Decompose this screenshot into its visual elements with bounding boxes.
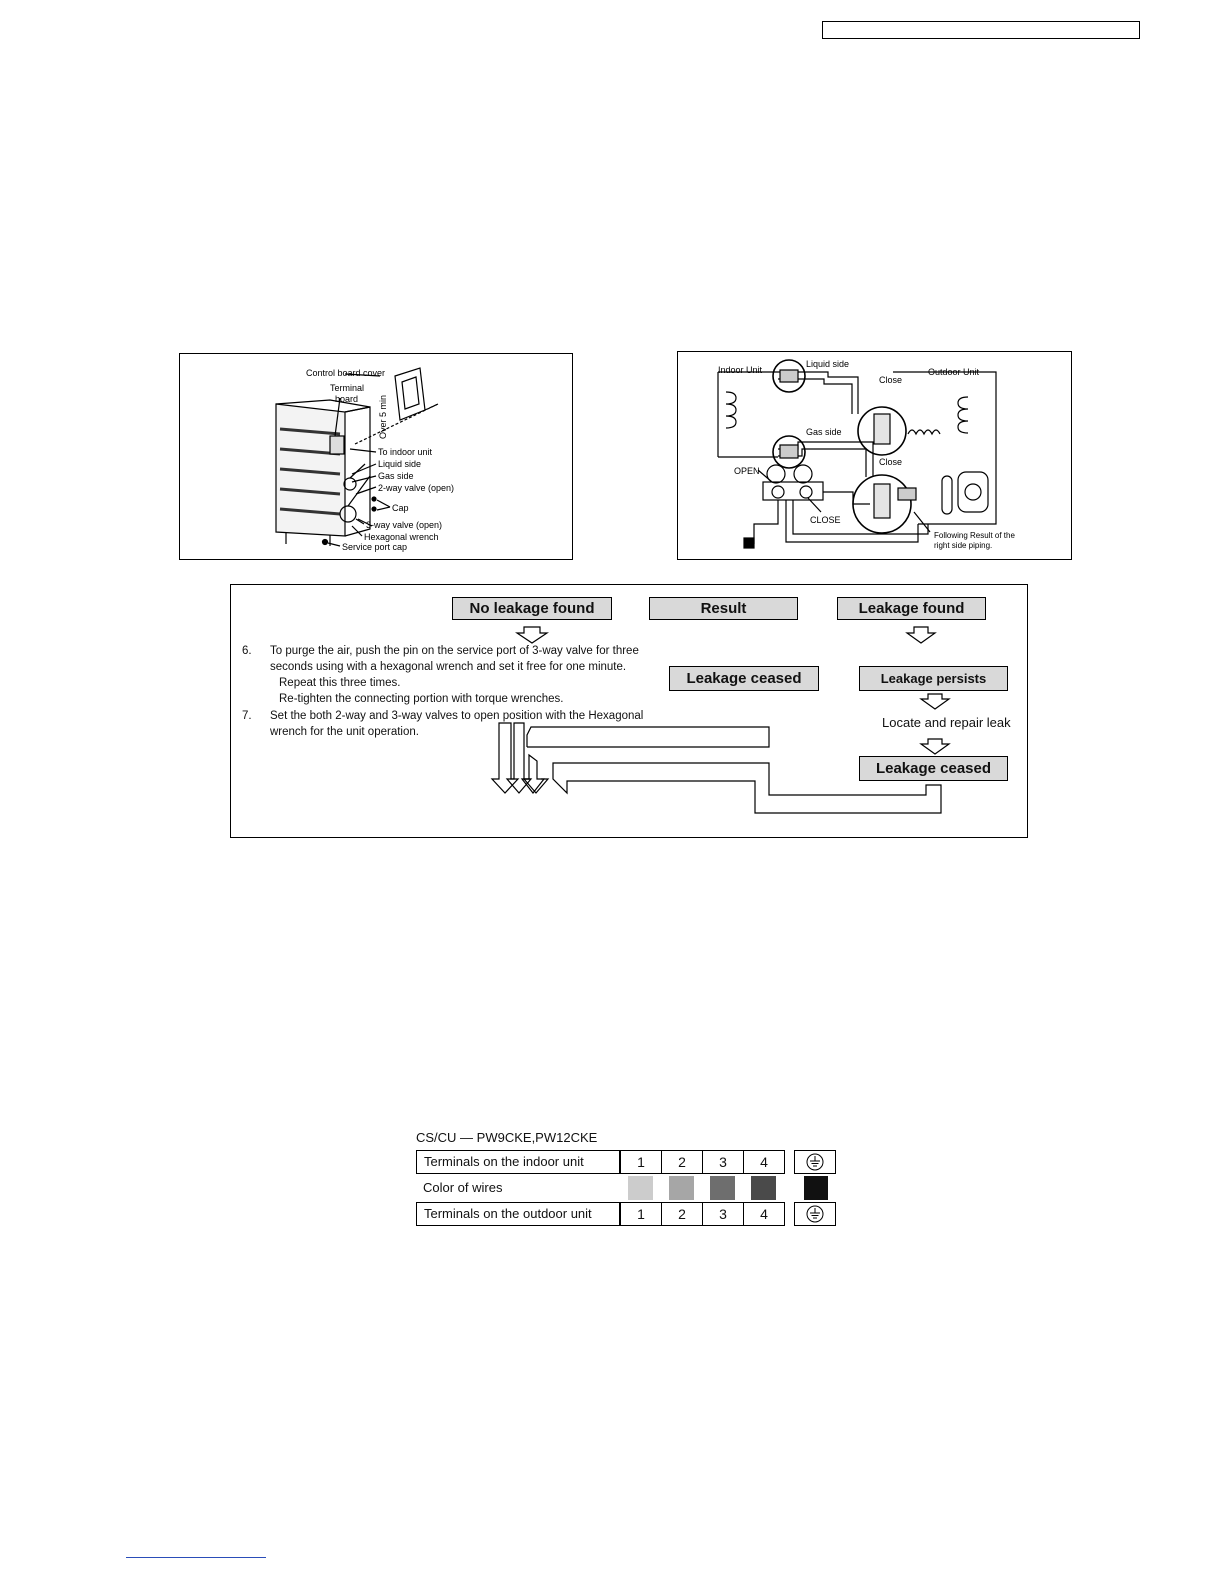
leak-test-flowchart — [230, 584, 1028, 838]
label-over-5-min: Over 5 min — [378, 394, 388, 439]
label-service-port-cap: Service port cap — [342, 542, 408, 552]
arrow-down-no-leak-icon — [517, 627, 547, 643]
label-hexagonal-wrench: Hexagonal wrench — [364, 532, 439, 542]
figure-outdoor-unit-valves — [179, 353, 573, 560]
label-open: OPEN — [734, 466, 760, 476]
outdoor-terminal-2: 2 — [661, 1202, 703, 1226]
label-close-gauge: CLOSE — [810, 515, 841, 525]
label-3-way-valve: 3-way valve (open) — [366, 520, 443, 530]
row-outdoor-terminals — [416, 1202, 836, 1226]
header-box — [822, 21, 1140, 39]
outdoor-unit-drawing — [180, 354, 572, 559]
wire-color-1 — [628, 1176, 653, 1200]
tag-leakage-ceased-left: Leakage ceased — [669, 666, 819, 691]
label-gas-side: Gas side — [378, 471, 414, 481]
outdoor-terminal-3: 3 — [702, 1202, 744, 1226]
label-indoor-terminals: Terminals on the indoor unit — [416, 1150, 620, 1174]
label-close-bottom: Close — [879, 457, 903, 467]
row-wire-colors — [416, 1176, 836, 1200]
outdoor-terminal-4: 4 — [743, 1202, 785, 1226]
label-to-indoor-unit: To indoor unit — [378, 447, 433, 457]
tag-result: Result — [649, 597, 798, 620]
label-wire-colors: Color of wires — [423, 1180, 503, 1195]
step-7-line-1: Set the both 2-way and 3-way valves to open position with the Hexagonal — [270, 710, 644, 722]
indoor-terminal-3: 3 — [702, 1150, 744, 1174]
wire-color-3 — [710, 1176, 735, 1200]
indoor-terminal-2: 2 — [661, 1150, 703, 1174]
indoor-terminal-4: 4 — [743, 1150, 785, 1174]
label-board: board — [335, 394, 359, 404]
tag-no-leakage-found: No leakage found — [452, 597, 612, 620]
tag-leakage-found: Leakage found — [837, 597, 986, 620]
label-liquid-side-right: Liquid side — [806, 359, 850, 369]
step-6: 6. To purge the air, push the pin on the service port of 3-way valve for three seconds using with a hexagonal wrench and set it free for one minute. Repeat this three times. Re-tighten the connecting portion with torque wrenches. — [242, 643, 682, 709]
step-7: 7. Set the both 2-way and 3-way valves to open position with the Hexagonal wrench for the unit operation. — [242, 708, 682, 742]
tag-leakage-persists: Leakage persists — [859, 666, 1008, 691]
arrow-down-leak-icon — [907, 627, 935, 643]
figure-piping-diagram — [677, 351, 1072, 560]
label-control-board-cover: Control board cover — [306, 368, 386, 378]
step-6-line-4: Re-tighten the connecting portion with torque wrenches. — [279, 693, 564, 705]
label-liquid-side: Liquid side — [378, 459, 422, 469]
arrow-down-persists-icon — [921, 694, 949, 709]
label-gas-side-right: Gas side — [806, 427, 842, 437]
label-note-line2: right side piping. — [934, 541, 993, 550]
label-indoor-unit: Indoor Unit — [718, 365, 763, 375]
piping-drawing — [678, 352, 1071, 559]
earth-ground-icon — [795, 1151, 835, 1173]
step-6-line-3: Repeat this three times. — [279, 677, 401, 689]
outdoor-ground — [794, 1202, 836, 1226]
wiring-table-title: CS/CU — PW9CKE,PW12CKE — [416, 1130, 598, 1145]
label-outdoor-unit: Outdoor Unit — [928, 367, 980, 377]
label-note-line1: Following Result of the — [934, 531, 1015, 540]
label-2-way-valve: 2-way valve (open) — [378, 483, 455, 493]
earth-ground-icon — [795, 1203, 835, 1225]
indoor-terminal-1: 1 — [620, 1150, 662, 1174]
footer-link-underline — [126, 1557, 266, 1558]
outdoor-terminal-1: 1 — [620, 1202, 662, 1226]
label-outdoor-terminals: Terminals on the outdoor unit — [416, 1202, 620, 1226]
label-cap: Cap — [392, 503, 409, 513]
row-indoor-terminals — [416, 1150, 836, 1174]
step-7-line-2: wrench for the unit operation. — [270, 726, 419, 738]
wire-color-2 — [669, 1176, 694, 1200]
step-6-line-1: To purge the air, push the pin on the service port of 3-way valve for three — [270, 645, 639, 657]
wire-color-ground — [804, 1176, 828, 1200]
indoor-ground — [794, 1150, 836, 1174]
tag-leakage-ceased-right: Leakage ceased — [859, 756, 1008, 781]
label-close-top: Close — [879, 375, 903, 385]
arrow-down-repair-icon — [921, 739, 949, 754]
wire-color-4 — [751, 1176, 776, 1200]
text-locate-repair: Locate and repair leak — [882, 715, 1011, 730]
step-6-line-2: seconds using with a hexagonal wrench and set it free for one minute. — [270, 661, 627, 673]
wiring-table — [416, 1150, 836, 1230]
label-terminal: Terminal — [330, 383, 365, 393]
